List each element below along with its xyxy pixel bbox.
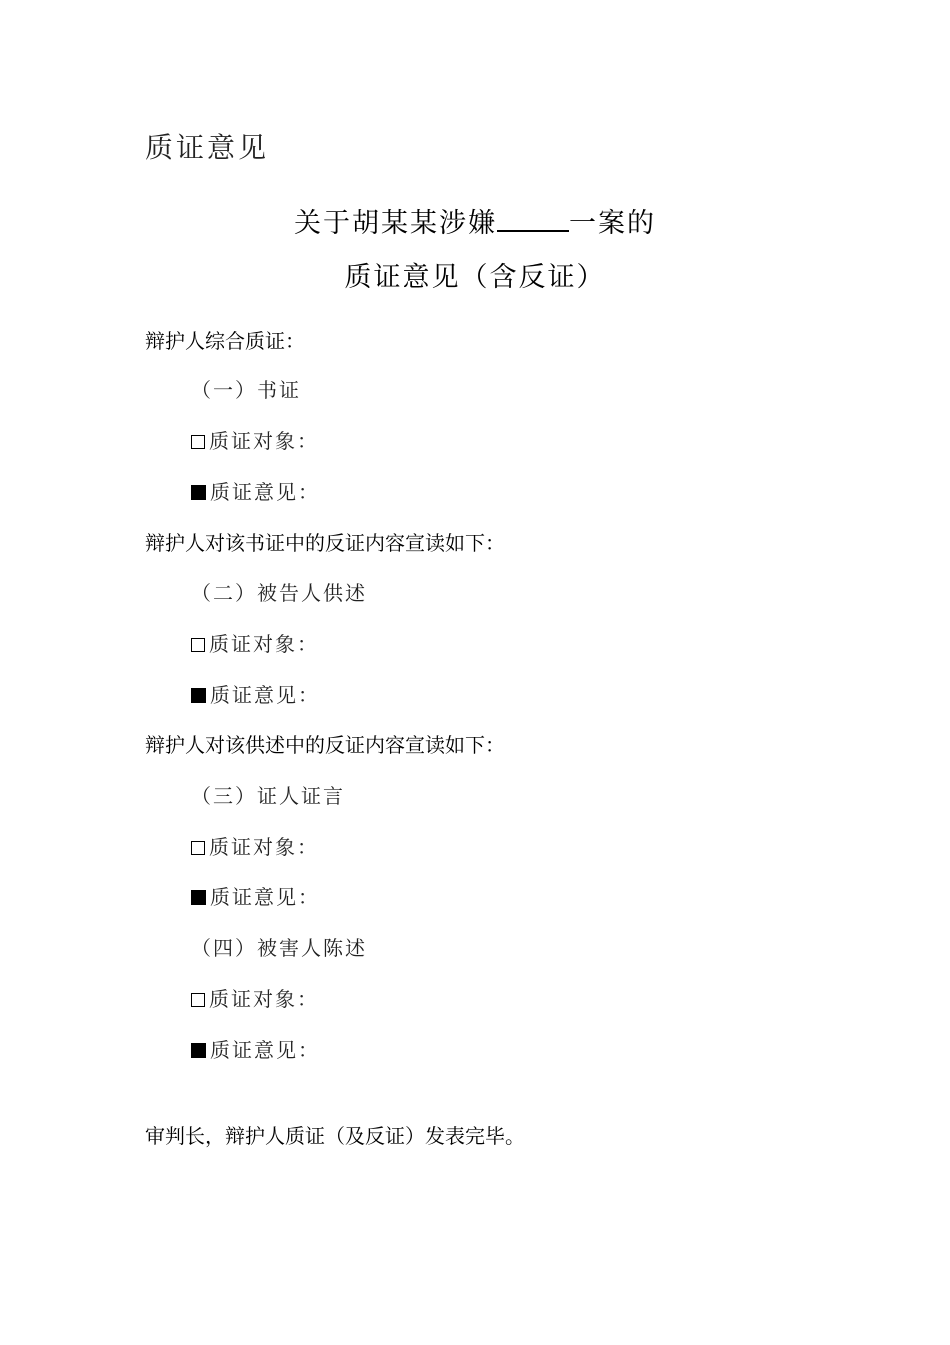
section-1-followup: 辩护人对该书证中的反证内容宣读如下： [145,531,505,555]
document-label: 质证意见 [145,131,270,164]
section-heading-witness-testimony: （三）证人证言 [191,784,345,808]
opinion-label: 质证意见： [210,1038,320,1062]
section-3-object-row [191,837,319,857]
section-2-object-row [191,634,319,654]
section-2-followup: 辩护人对该供述中的反证内容宣读如下： [145,733,505,757]
section-1-object-row [191,431,319,451]
filled-square-icon [191,890,206,905]
intro-heading: 辩护人综合质证： [145,329,305,353]
empty-checkbox-icon [191,435,205,449]
filled-square-icon [191,688,206,703]
section-3-opinion-row [191,887,320,907]
filled-square-icon [191,1043,206,1058]
title-suffix: 一案的 [569,208,656,239]
empty-checkbox-icon [191,993,205,1007]
section-heading-documentary: （一）书证 [191,378,301,402]
empty-checkbox-icon [191,638,205,652]
opinion-label: 质证意见： [210,480,320,504]
section-1-opinion-row [191,482,320,502]
document-title-line-1 [0,208,950,237]
filled-square-icon [191,485,206,500]
object-label: 质证对象： [209,987,319,1011]
empty-checkbox-icon [191,841,205,855]
section-2-opinion-row [191,685,320,705]
section-heading-defendant-statement: （二）被告人供述 [191,581,367,605]
opinion-label: 质证意见： [210,885,320,909]
object-label: 质证对象： [209,632,319,656]
object-label: 质证对象： [209,835,319,859]
section-heading-victim-statement: （四）被害人陈述 [191,936,367,960]
object-label: 质证对象： [209,429,319,453]
charge-blank-field [497,208,569,232]
opinion-label: 质证意见： [210,683,320,707]
title-prefix: 关于胡某某涉嫌 [294,208,497,239]
section-4-opinion-row [191,1040,320,1060]
section-4-object-row [191,989,319,1009]
document-title-line-2: 质证意见（含反证） [344,262,606,293]
closing-statement: 审判长，辩护人质证（及反证）发表完毕。 [145,1124,525,1148]
